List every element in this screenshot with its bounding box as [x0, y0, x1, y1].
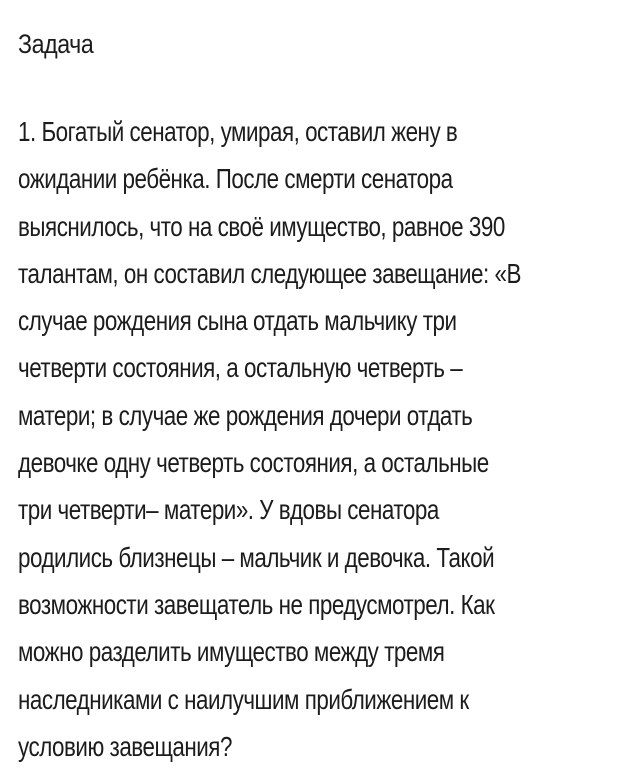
heading-zadacha: Задача — [18, 29, 94, 59]
problem-line: три четверти– матери». У вдовы сенатора — [18, 494, 439, 526]
problem-line: родились близнецы – мальчик и девочка. Такой — [18, 541, 495, 573]
problem-line: условию завещания? — [18, 730, 232, 762]
problem-line: ожидании ребёнка. После смерти сенатора — [18, 163, 453, 195]
problem-line: девочке одну четверть состояния, а остальные — [18, 447, 489, 479]
problem-line: талантам, он составил следующее завещание: «В — [18, 257, 521, 289]
problem-text — [18, 108, 638, 770]
problem-line: наследниками с наилучшим приближением к — [18, 683, 469, 715]
problem-line: выяснилось, что на своё имущество, равное 390 — [18, 210, 505, 242]
problem-line: случае рождения сына отдать мальчику три — [18, 305, 457, 337]
problem-line: можно разделить имущество между тремя — [18, 636, 445, 668]
problem-line: матери; в случае же рождения дочери отдать — [18, 399, 473, 431]
problem-line: возможности завещатель не предусмотрел. Как — [18, 588, 495, 620]
problem-line: четверти состояния, а остальную четверть – — [18, 352, 463, 384]
problem-line: 1. Богатый сенатор, умирая, оставил жену в — [18, 116, 458, 147]
